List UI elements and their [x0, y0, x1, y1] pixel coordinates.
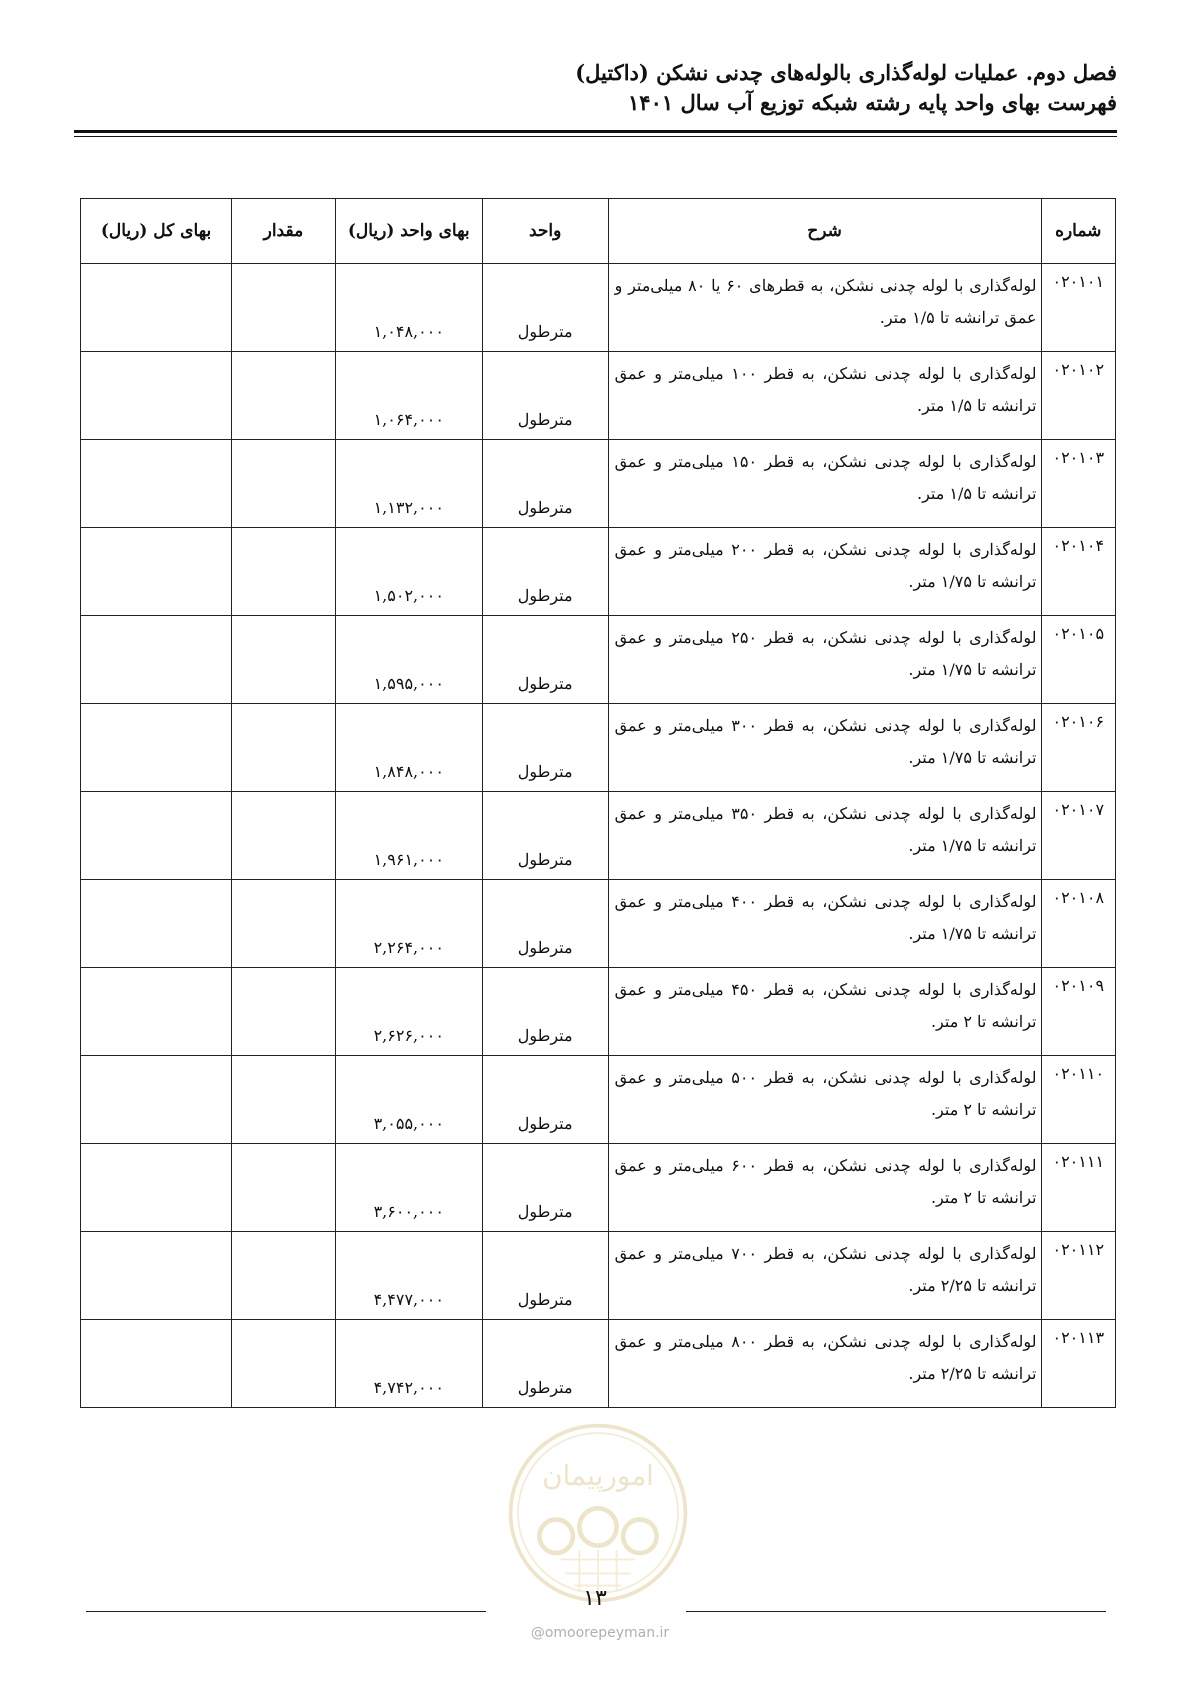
- row-quantity: [232, 528, 336, 616]
- page-header: [77, 58, 1117, 118]
- table-row: [81, 968, 1116, 1056]
- row-description: لوله‌گذاری با لوله چدنی نشکن، به قطر ۴۰۰ میلی‌متر و عمق ترانشه تا ۱/۷۵ متر.: [608, 880, 1041, 968]
- row-quantity: [232, 1144, 336, 1232]
- watermark-logo-lettering: امورپیمان: [542, 1459, 654, 1493]
- column-header-unit-price: بهای واحد (ریال): [335, 199, 482, 264]
- row-total-price: [81, 968, 232, 1056]
- row-quantity: [232, 1056, 336, 1144]
- table-row: [81, 704, 1116, 792]
- table-row: [81, 1144, 1116, 1232]
- row-total-price: [81, 616, 232, 704]
- row-unit-price: ۴,۴۷۷,۰۰۰: [335, 1232, 482, 1320]
- table-row: [81, 1232, 1116, 1320]
- row-code: ۰۲۰۱۰۴: [1041, 528, 1116, 616]
- row-unit-price: ۱,۹۶۱,۰۰۰: [335, 792, 482, 880]
- row-code: ۰۲۰۱۰۹: [1041, 968, 1116, 1056]
- watermark-logo: [505, 1420, 691, 1606]
- column-header-description: شرح: [608, 199, 1041, 264]
- row-unit: مترطول: [482, 1056, 608, 1144]
- table-row: [81, 616, 1116, 704]
- row-description: لوله‌گذاری با لوله چدنی نشکن، به قطر ۳۰۰ میلی‌متر و عمق ترانشه تا ۱/۷۵ متر.: [608, 704, 1041, 792]
- table-row: [81, 440, 1116, 528]
- row-unit: مترطول: [482, 792, 608, 880]
- row-unit-price: ۱,۵۹۵,۰۰۰: [335, 616, 482, 704]
- row-unit-price: ۱,۰۴۸,۰۰۰: [335, 264, 482, 352]
- row-description: لوله‌گذاری با لوله چدنی نشکن، به قطر ۳۵۰ میلی‌متر و عمق ترانشه تا ۱/۷۵ متر.: [608, 792, 1041, 880]
- row-quantity: [232, 264, 336, 352]
- row-total-price: [81, 880, 232, 968]
- row-unit: مترطول: [482, 1320, 608, 1408]
- page-number: ۱۳: [583, 1586, 607, 1611]
- row-total-price: [81, 440, 232, 528]
- row-unit-price: ۱,۸۴۸,۰۰۰: [335, 704, 482, 792]
- column-header-total-price: بهای کل (ریال): [81, 199, 232, 264]
- row-unit: مترطول: [482, 352, 608, 440]
- table-row: [81, 1320, 1116, 1408]
- row-quantity: [232, 968, 336, 1056]
- row-unit-price: ۱,۰۶۴,۰۰۰: [335, 352, 482, 440]
- row-code: ۰۲۰۱۰۸: [1041, 880, 1116, 968]
- row-quantity: [232, 792, 336, 880]
- row-total-price: [81, 792, 232, 880]
- table-row: [81, 880, 1116, 968]
- row-unit-price: ۱,۱۳۲,۰۰۰: [335, 440, 482, 528]
- table-header-row: [81, 199, 1116, 264]
- table-row: [81, 352, 1116, 440]
- row-unit-price: ۱,۵۰۲,۰۰۰: [335, 528, 482, 616]
- row-quantity: [232, 1320, 336, 1408]
- row-quantity: [232, 880, 336, 968]
- row-quantity: [232, 616, 336, 704]
- row-quantity: [232, 352, 336, 440]
- column-header-code: شماره: [1041, 199, 1116, 264]
- row-unit: مترطول: [482, 264, 608, 352]
- row-description: لوله‌گذاری با لوله چدنی نشکن، به قطر ۲۰۰ میلی‌متر و عمق ترانشه تا ۱/۷۵ متر.: [608, 528, 1041, 616]
- row-code: ۰۲۰۱۰۵: [1041, 616, 1116, 704]
- row-description: لوله‌گذاری با لوله چدنی نشکن، به قطر ۱۵۰ میلی‌متر و عمق ترانشه تا ۱/۵ متر.: [608, 440, 1041, 528]
- row-code: ۰۲۰۱۰۲: [1041, 352, 1116, 440]
- table-body: [81, 264, 1116, 1408]
- watermark-url: @omoorepeyman.ir: [530, 1625, 670, 1641]
- row-code: ۰۲۰۱۰۳: [1041, 440, 1116, 528]
- chapter-title: فصل دوم. عملیات لوله‌گذاری بالوله‌های چدنی نشکن (داکتیل): [575, 60, 1117, 85]
- watermark-gear-center: [579, 1508, 616, 1545]
- table-row: [81, 528, 1116, 616]
- row-unit-price: ۳,۰۵۵,۰۰۰: [335, 1056, 482, 1144]
- footer-rule-left: [86, 1611, 486, 1612]
- row-unit: مترطول: [482, 1232, 608, 1320]
- row-unit-price: ۲,۲۶۴,۰۰۰: [335, 880, 482, 968]
- row-code: ۰۲۰۱۰۶: [1041, 704, 1116, 792]
- row-unit-price: ۲,۶۲۶,۰۰۰: [335, 968, 482, 1056]
- row-code: ۰۲۰۱۰۷: [1041, 792, 1116, 880]
- footer-rule-right: [686, 1611, 1106, 1612]
- price-table: [80, 198, 1116, 1408]
- header-rule-thin: [74, 136, 1117, 137]
- row-description: لوله‌گذاری با لوله چدنی نشکن، به قطر ۴۵۰ میلی‌متر و عمق ترانشه تا ۲ متر.: [608, 968, 1041, 1056]
- price-list-title: فهرست بهای واحد پایه رشته شبکه توزیع آب سال ۱۴۰۱: [628, 90, 1117, 115]
- row-description: لوله‌گذاری با لوله چدنی نشکن، به قطر ۲۵۰ میلی‌متر و عمق ترانشه تا ۱/۷۵ متر.: [608, 616, 1041, 704]
- row-unit: مترطول: [482, 1144, 608, 1232]
- row-description: لوله‌گذاری با لوله چدنی نشکن، به قطر ۸۰۰ میلی‌متر و عمق ترانشه تا ۲/۲۵ متر.: [608, 1320, 1041, 1408]
- table-row: [81, 264, 1116, 352]
- row-total-price: [81, 704, 232, 792]
- row-quantity: [232, 1232, 336, 1320]
- row-unit: مترطول: [482, 968, 608, 1056]
- row-total-price: [81, 264, 232, 352]
- row-unit: مترطول: [482, 616, 608, 704]
- row-description: لوله‌گذاری با لوله چدنی نشکن، به قطر ۶۰۰ میلی‌متر و عمق ترانشه تا ۲ متر.: [608, 1144, 1041, 1232]
- row-total-price: [81, 352, 232, 440]
- row-unit: مترطول: [482, 704, 608, 792]
- row-code: ۰۲۰۱۱۳: [1041, 1320, 1116, 1408]
- row-quantity: [232, 440, 336, 528]
- watermark-gear-left: [539, 1520, 572, 1553]
- row-code: ۰۲۰۱۱۲: [1041, 1232, 1116, 1320]
- row-unit-price: ۴,۷۴۲,۰۰۰: [335, 1320, 482, 1408]
- row-unit-price: ۳,۶۰۰,۰۰۰: [335, 1144, 482, 1232]
- row-unit: مترطول: [482, 880, 608, 968]
- row-unit: مترطول: [482, 440, 608, 528]
- row-description: لوله‌گذاری با لوله چدنی نشکن، به قطر ۱۰۰ میلی‌متر و عمق ترانشه تا ۱/۵ متر.: [608, 352, 1041, 440]
- row-code: ۰۲۰۱۱۰: [1041, 1056, 1116, 1144]
- column-header-quantity: مقدار: [232, 199, 336, 264]
- row-total-price: [81, 1144, 232, 1232]
- watermark-gear-right: [623, 1520, 656, 1553]
- row-total-price: [81, 1320, 232, 1408]
- row-description: لوله‌گذاری با لوله چدنی نشکن، به قطر ۵۰۰ میلی‌متر و عمق ترانشه تا ۲ متر.: [608, 1056, 1041, 1144]
- row-description: لوله‌گذاری با لوله چدنی نشکن، به قطرهای ۶۰ یا ۸۰ میلی‌متر و عمق ترانشه تا ۱/۵ متر.: [608, 264, 1041, 352]
- column-header-unit: واحد: [482, 199, 608, 264]
- row-total-price: [81, 528, 232, 616]
- table-row: [81, 1056, 1116, 1144]
- row-code: ۰۲۰۱۰۱: [1041, 264, 1116, 352]
- row-quantity: [232, 704, 336, 792]
- row-total-price: [81, 1056, 232, 1144]
- table-row: [81, 792, 1116, 880]
- row-unit: مترطول: [482, 528, 608, 616]
- row-code: ۰۲۰۱۱۱: [1041, 1144, 1116, 1232]
- header-rule-thick: [74, 130, 1117, 133]
- row-total-price: [81, 1232, 232, 1320]
- row-description: لوله‌گذاری با لوله چدنی نشکن، به قطر ۷۰۰ میلی‌متر و عمق ترانشه تا ۲/۲۵ متر.: [608, 1232, 1041, 1320]
